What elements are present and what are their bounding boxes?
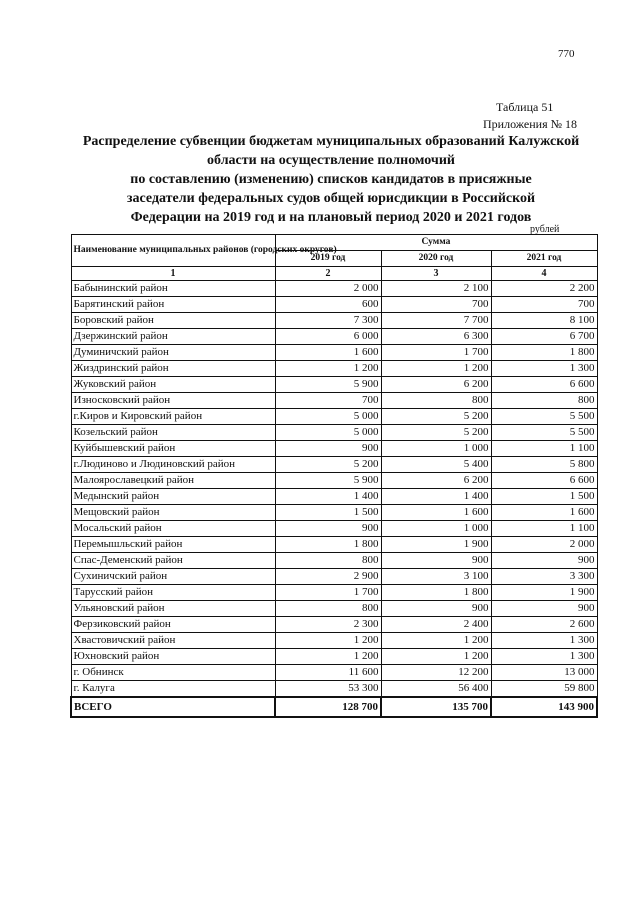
district-name: Куйбышевский район [71, 441, 275, 457]
district-name: Медынский район [71, 489, 275, 505]
total-2020: 135 700 [381, 697, 491, 717]
value-2021: 6 600 [491, 473, 597, 489]
district-name: Спас-Деменский район [71, 553, 275, 569]
table-row [71, 377, 597, 393]
district-name: Хвастовичский район [71, 633, 275, 649]
table-row [71, 313, 597, 329]
value-2020: 700 [381, 297, 491, 313]
table-row [71, 393, 597, 409]
value-2019: 1 200 [275, 361, 381, 377]
value-2021: 2 200 [491, 281, 597, 297]
title-line: по составлению (изменению) списков кандидатов в присяжные [130, 172, 532, 187]
value-2019: 7 300 [275, 313, 381, 329]
value-2019: 900 [275, 441, 381, 457]
table-row [71, 681, 597, 698]
column-number: 2 [275, 267, 381, 281]
value-2019: 5 000 [275, 425, 381, 441]
district-name: Боровский район [71, 313, 275, 329]
value-2019: 5 000 [275, 409, 381, 425]
table-row [71, 345, 597, 361]
district-name: г. Калуга [71, 681, 275, 698]
value-2019: 1 800 [275, 537, 381, 553]
value-2021: 1 100 [491, 441, 597, 457]
district-name: Тарусский район [71, 585, 275, 601]
value-2020: 1 900 [381, 537, 491, 553]
value-2020: 2 400 [381, 617, 491, 633]
table-row [71, 281, 597, 297]
value-2021: 59 800 [491, 681, 597, 698]
value-2021: 900 [491, 601, 597, 617]
value-2020: 1 400 [381, 489, 491, 505]
value-2021: 5 800 [491, 457, 597, 473]
value-2020: 12 200 [381, 665, 491, 681]
value-2020: 56 400 [381, 681, 491, 698]
column-number: 4 [491, 267, 597, 281]
district-name: Юхновский район [71, 649, 275, 665]
value-2020: 900 [381, 553, 491, 569]
total-label: ВСЕГО [71, 697, 275, 717]
value-2021: 900 [491, 553, 597, 569]
value-2020: 5 200 [381, 425, 491, 441]
district-name: Думиничский район [71, 345, 275, 361]
district-name: Ферзиковский район [71, 617, 275, 633]
value-2020: 1 000 [381, 521, 491, 537]
value-2020: 1 700 [381, 345, 491, 361]
table-row [71, 409, 597, 425]
value-2021: 2 000 [491, 537, 597, 553]
column-numbers-row [71, 267, 597, 281]
value-2020: 5 400 [381, 457, 491, 473]
table-row [71, 505, 597, 521]
header-sum: Сумма [275, 235, 597, 251]
value-2021: 1 600 [491, 505, 597, 521]
table-row [71, 329, 597, 345]
value-2020: 3 100 [381, 569, 491, 585]
value-2020: 2 100 [381, 281, 491, 297]
table-row [71, 425, 597, 441]
value-2021: 13 000 [491, 665, 597, 681]
column-number: 3 [381, 267, 491, 281]
table-row [71, 361, 597, 377]
table-row [71, 489, 597, 505]
table-row [71, 521, 597, 537]
value-2021: 1 900 [491, 585, 597, 601]
value-2020: 7 700 [381, 313, 491, 329]
table-row [71, 601, 597, 617]
value-2020: 1 000 [381, 441, 491, 457]
district-name: Ульяновский район [71, 601, 275, 617]
value-2019: 1 700 [275, 585, 381, 601]
value-2021: 6 700 [491, 329, 597, 345]
units-label: рублей [530, 224, 560, 235]
table-body [71, 281, 597, 698]
title-line: Распределение субвенции бюджетам муниципальных образований Калужской [82, 134, 580, 149]
value-2019: 11 600 [275, 665, 381, 681]
table-row [71, 649, 597, 665]
table-row [71, 569, 597, 585]
district-name: Перемышльский район [71, 537, 275, 553]
value-2020: 800 [381, 393, 491, 409]
value-2019: 1 400 [275, 489, 381, 505]
table-row [71, 617, 597, 633]
value-2021: 1 300 [491, 633, 597, 649]
value-2021: 1 300 [491, 649, 597, 665]
value-2020: 1 200 [381, 361, 491, 377]
value-2019: 1 600 [275, 345, 381, 361]
value-2020: 1 600 [381, 505, 491, 521]
value-2021: 8 100 [491, 313, 597, 329]
appendix-reference: Приложения № 18 [483, 117, 578, 131]
value-2021: 6 600 [491, 377, 597, 393]
value-2021: 5 500 [491, 409, 597, 425]
title-line: области на осуществление полномочий [207, 153, 455, 168]
value-2020: 6 300 [381, 329, 491, 345]
value-2021: 1 800 [491, 345, 597, 361]
value-2020: 5 200 [381, 409, 491, 425]
header-2021: 2021 год [491, 251, 597, 267]
value-2020: 1 200 [381, 633, 491, 649]
table-reference: Таблица 51 [496, 100, 554, 114]
table-row [71, 665, 597, 681]
table-row [71, 297, 597, 313]
district-name: Малоярославецкий район [71, 473, 275, 489]
value-2019: 2 000 [275, 281, 381, 297]
value-2021: 700 [491, 297, 597, 313]
table-row [71, 441, 597, 457]
page-number: 770 [558, 48, 575, 60]
value-2019: 1 200 [275, 649, 381, 665]
total-2021: 143 900 [491, 697, 597, 717]
header-2020: 2020 год [381, 251, 491, 267]
value-2019: 2 900 [275, 569, 381, 585]
value-2019: 800 [275, 553, 381, 569]
table-row [71, 633, 597, 649]
value-2021: 1 100 [491, 521, 597, 537]
header-2019: 2019 год [275, 251, 381, 267]
value-2019: 1 500 [275, 505, 381, 521]
value-2020: 6 200 [381, 473, 491, 489]
district-name: Жуковский район [71, 377, 275, 393]
value-2021: 1 500 [491, 489, 597, 505]
value-2019: 600 [275, 297, 381, 313]
table-row [71, 553, 597, 569]
value-2021: 1 300 [491, 361, 597, 377]
value-2019: 6 000 [275, 329, 381, 345]
total-row [71, 697, 597, 717]
district-name: Мосальский район [71, 521, 275, 537]
table-row [71, 585, 597, 601]
value-2020: 1 200 [381, 649, 491, 665]
table-row [71, 537, 597, 553]
subvention-table [70, 234, 598, 718]
district-name: г.Людиново и Людиновский район [71, 457, 275, 473]
column-number: 1 [71, 267, 275, 281]
value-2020: 6 200 [381, 377, 491, 393]
value-2021: 800 [491, 393, 597, 409]
district-name: Козельский район [71, 425, 275, 441]
value-2019: 5 200 [275, 457, 381, 473]
value-2021: 3 300 [491, 569, 597, 585]
value-2019: 700 [275, 393, 381, 409]
value-2019: 2 300 [275, 617, 381, 633]
table-row [71, 457, 597, 473]
value-2021: 5 500 [491, 425, 597, 441]
header-name: Наименование муниципальных районов (городских округов) [71, 235, 275, 267]
district-name: г.Киров и Кировский район [71, 409, 275, 425]
value-2019: 1 200 [275, 633, 381, 649]
district-name: Барятинский район [71, 297, 275, 313]
district-name: г. Обнинск [71, 665, 275, 681]
district-name: Износковский район [71, 393, 275, 409]
value-2019: 800 [275, 601, 381, 617]
district-name: Жиздринский район [71, 361, 275, 377]
value-2019: 5 900 [275, 377, 381, 393]
value-2019: 900 [275, 521, 381, 537]
value-2019: 53 300 [275, 681, 381, 698]
district-name: Сухиничский район [71, 569, 275, 585]
value-2021: 2 600 [491, 617, 597, 633]
document-title [66, 132, 596, 227]
title-line: заседатели федеральных судов общей юрисдикции в Российской [126, 191, 536, 206]
total-2019: 128 700 [275, 697, 381, 717]
title-line: Федерации на 2019 год и на плановый период 2020 и 2021 годов [130, 210, 532, 225]
value-2019: 5 900 [275, 473, 381, 489]
district-name: Мещовский район [71, 505, 275, 521]
district-name: Дзержинский район [71, 329, 275, 345]
district-name: Бабынинский район [71, 281, 275, 297]
value-2020: 1 800 [381, 585, 491, 601]
table-row [71, 473, 597, 489]
value-2020: 900 [381, 601, 491, 617]
